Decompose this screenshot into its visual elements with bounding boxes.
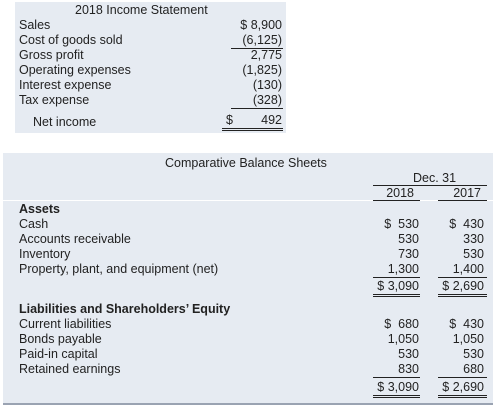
liabilities-heading: Liabilities and Shareholders’ Equity xyxy=(19,302,231,316)
double-underline xyxy=(373,296,420,297)
double-underline xyxy=(222,128,283,129)
year-underline xyxy=(438,200,487,201)
underline xyxy=(231,108,283,109)
income-row-value: (1,825) xyxy=(242,63,282,77)
liability-value-2017: 1,050 xyxy=(452,332,484,346)
income-row-label: Gross profit xyxy=(19,48,84,62)
double-underline xyxy=(438,294,487,295)
subtotal-underline xyxy=(373,377,420,378)
asset-value-2018: 730 xyxy=(398,247,419,261)
income-row-label: Operating expenses xyxy=(19,63,131,77)
asset-value-2017: 530 xyxy=(463,247,484,261)
assets-total-2017: $ 2,690 xyxy=(442,279,484,293)
income-row-label: Sales xyxy=(19,18,51,32)
liability-label: Retained earnings xyxy=(19,362,121,376)
income-row-label: Cost of goods sold xyxy=(19,33,123,47)
net-income-label: Net income xyxy=(33,115,97,129)
asset-value-2018: 1,300 xyxy=(387,262,419,276)
year-2018: 2018 xyxy=(386,186,414,200)
liability-value-2018: 530 xyxy=(398,347,419,361)
asset-label: Accounts receivable xyxy=(19,232,131,246)
income-row-value: (328) xyxy=(252,93,282,107)
liability-value-2018: 1,050 xyxy=(387,332,419,346)
double-underline xyxy=(438,397,487,398)
year-underline xyxy=(373,200,420,201)
asset-value-2017: $ 430 xyxy=(449,217,484,231)
income-row-value: $ 8,900 xyxy=(240,18,282,32)
date-header: Dec. 31 xyxy=(413,171,457,185)
liability-value-2018: $ 680 xyxy=(384,317,419,331)
net-income-dollar: $ xyxy=(226,113,233,127)
liability-value-2017: 680 xyxy=(463,362,484,376)
liability-label: Bonds payable xyxy=(19,332,102,346)
assets-heading: Assets xyxy=(19,202,60,216)
subtotal-underline xyxy=(438,277,487,278)
income-row-value: (130) xyxy=(252,78,282,92)
year-2017: 2017 xyxy=(453,186,481,200)
bottom-rule xyxy=(3,403,493,405)
double-underline xyxy=(222,130,283,131)
asset-value-2018: 530 xyxy=(398,232,419,246)
asset-value-2017: 330 xyxy=(463,232,484,246)
subtotal-underline xyxy=(438,377,487,378)
liabilities-total-2017: $ 2,690 xyxy=(442,380,484,394)
double-underline xyxy=(373,395,420,396)
double-underline xyxy=(438,296,487,297)
asset-value-2018: $ 530 xyxy=(384,217,419,231)
subtotal-underline xyxy=(373,277,420,278)
double-underline xyxy=(373,294,420,295)
asset-label: Property, plant, and equipment (net) xyxy=(19,262,219,276)
income-row-label: Interest expense xyxy=(19,78,112,92)
income-statement-title: 2018 Income Statement xyxy=(75,3,208,17)
liability-value-2017: 530 xyxy=(463,347,484,361)
asset-label: Cash xyxy=(19,217,49,231)
liability-label: Current liabilities xyxy=(19,317,112,331)
income-row-value: (6,125) xyxy=(242,33,282,47)
income-row-label: Tax expense xyxy=(19,93,90,107)
asset-label: Inventory xyxy=(19,247,71,261)
balance-sheet-title: Comparative Balance Sheets xyxy=(165,156,327,170)
double-underline xyxy=(438,395,487,396)
asset-value-2017: 1,400 xyxy=(452,262,484,276)
income-row-value: 2,775 xyxy=(250,48,282,62)
liabilities-total-2018: $ 3,090 xyxy=(377,380,419,394)
assets-total-2018: $ 3,090 xyxy=(377,279,419,293)
liability-label: Paid-in capital xyxy=(19,347,98,361)
net-income-value: 492 xyxy=(261,113,282,127)
double-underline xyxy=(373,397,420,398)
liability-value-2017: $ 430 xyxy=(449,317,484,331)
liability-value-2018: 830 xyxy=(398,362,419,376)
